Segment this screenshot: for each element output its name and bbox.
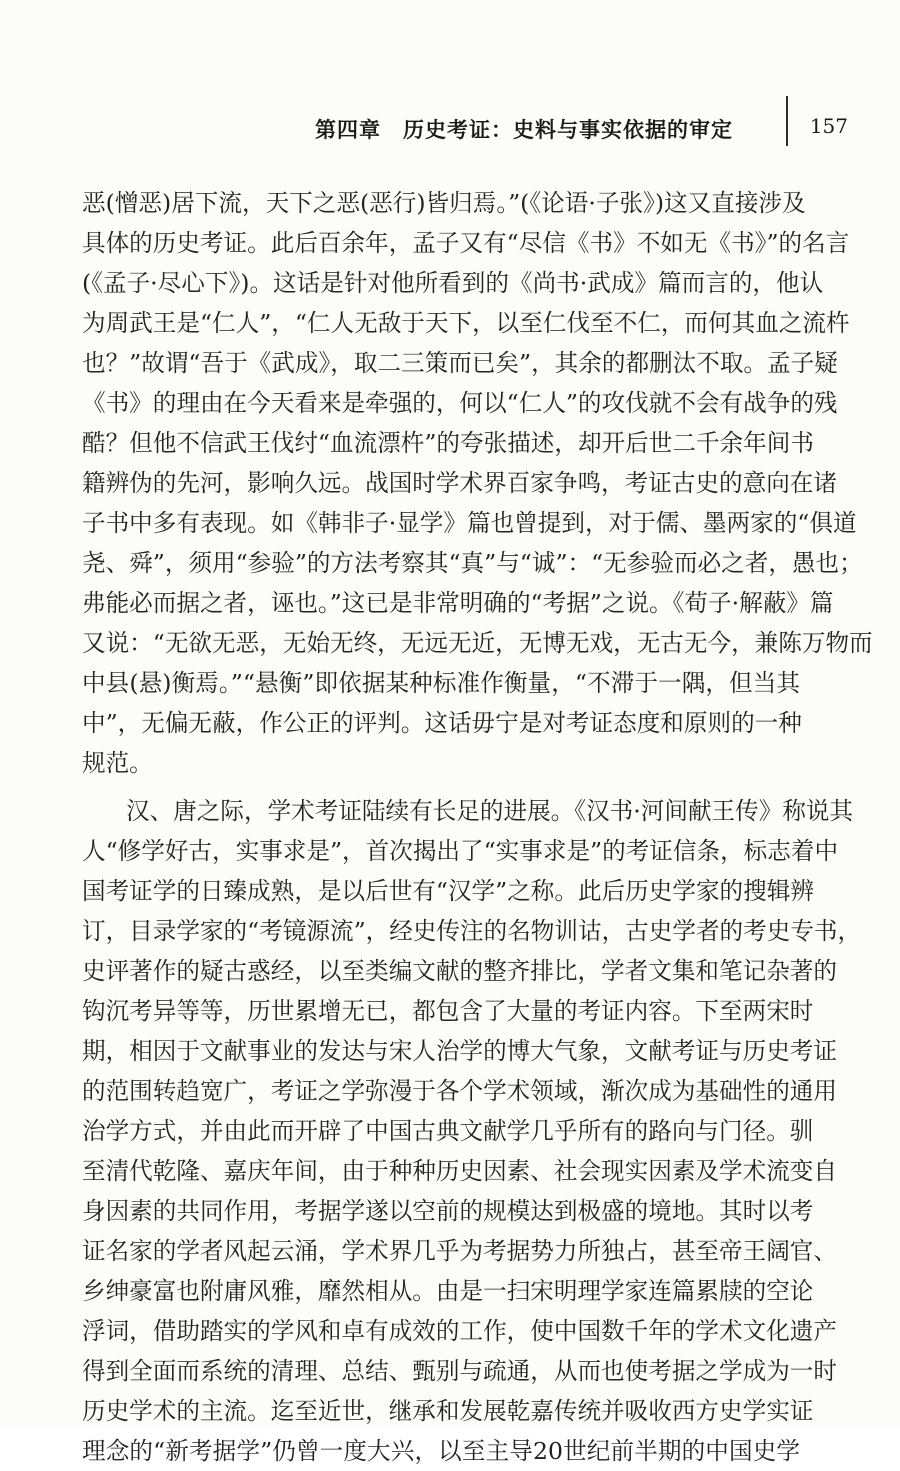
- text-line: 国考证学的日臻成熟，是以后世有“汉学”之称。此后历史学家的搜辑辨: [82, 877, 814, 905]
- paragraph-1: [82, 183, 873, 783]
- text-line: 得到全面而系统的清理、总结、甄别与疏通，从而也使考据之学成为一时: [82, 1357, 837, 1385]
- text-line: 浮词，借助踏实的学风和卓有成效的工作，使中国数千年的学术文化遗产: [82, 1317, 837, 1345]
- text-line: 恶(憎恶)居下流，天下之恶(恶行)皆归焉。”(《论语·子张》)这又直接涉及: [82, 189, 806, 217]
- text-line: 汉、唐之际，学术考证陆续有长足的进展。《汉书·河间献王传》称说其: [126, 797, 854, 825]
- chapter-title: 第四章 历史考证：史料与事实依据的审定: [315, 118, 733, 142]
- paragraph-gap: [82, 783, 800, 791]
- text-line: 《书》的理由在今天看来是牵强的，何以“仁人”的攻伐就不会有战争的残: [82, 389, 838, 417]
- text-line: 具体的历史考证。此后百余年，孟子又有“尽信《书》不如无《书》”的名言: [82, 229, 850, 257]
- text-line: 理念的“新考据学”仍曾一度大兴，以至主导20世纪前半期的中国史学: [82, 1437, 800, 1465]
- text-line: 中县(悬)衡焉。”“悬衡”即依据某种标准作衡量，“不滞于一隅，但当其: [82, 669, 800, 697]
- text-line: 也？”故谓“吾于《武成》，取二三策而已矣”，其余的都删汰不取。孟子疑: [82, 349, 838, 377]
- text-line: 订，目录学家的“考镜源流”，经史传注的名物训诂，古史学者的考史专书，: [82, 917, 862, 945]
- text-line: 酷？但他不信武王伐纣“血流漂杵”的夸张描述，却开后世二千余年间书: [82, 429, 814, 457]
- text-line: 证名家的学者风起云涌，学术界几乎为考据势力所独占，甚至帝王阔官、: [82, 1237, 837, 1265]
- text-line: 尧、舜”，须用“参验”的方法考察其“真”与“诚”：“无参验而必之者，愚也；: [82, 549, 863, 577]
- text-line: 籍辨伪的先河，影响久远。战国时学术界百家争鸣，考证古史的意向在诸: [82, 469, 837, 497]
- text-line: 人“修学好古，实事求是”，首次揭出了“实事求是”的考证信条，标志着中: [82, 837, 839, 865]
- text-line: 又说：“无欲无恶，无始无终，无远无近，无博无戏，无古无今，兼陈万物而: [82, 629, 873, 657]
- text-line: 钩沉考异等等，历世累增无已，都包含了大量的考证内容。下至两宋时: [82, 997, 814, 1025]
- text-line: 的范围转趋宽广，考证之学弥漫于各个学术领域，渐次成为基础性的通用: [82, 1077, 837, 1105]
- text-line: 至清代乾隆、嘉庆年间，由于种种历史因素、社会现实因素及学术流变自: [82, 1157, 837, 1185]
- page-number: 157: [809, 114, 848, 138]
- text-line: 历史学术的主流。迄至近世，继承和发展乾嘉传统并吸收西方史学实证: [82, 1397, 814, 1425]
- header-divider: [786, 96, 788, 146]
- text-line: (《孟子·尽心下》)。这话是针对他所看到的《尚书·武成》篇而言的，他认: [82, 269, 824, 297]
- text-line: 中”，无偏无蔽，作公正的评判。这话毋宁是对考证态度和原则的一种: [82, 709, 802, 737]
- body-text: [82, 183, 873, 1471]
- text-line: 规范。: [82, 749, 153, 777]
- text-line: 为周武王是“仁人”，“仁人无敌于天下，以至仁伐至不仁，而何其血之流杵: [82, 309, 850, 337]
- text-line: 身因素的共同作用，考据学遂以空前的规模达到极盛的境地。其时以考: [82, 1197, 814, 1225]
- text-line: 期，相因于文献事业的发达与宋人治学的博大气象，文献考证与历史考证: [82, 1037, 837, 1065]
- text-line: 弗能必而据之者，诬也。”这已是非常明确的“考据”之说。《荀子·解蔽》篇: [82, 589, 834, 617]
- text-line: 史评著作的疑古惑经，以至类编文献的整齐排比，学者文集和笔记杂著的: [82, 957, 837, 985]
- text-line: 子书中多有表现。如《韩非子·显学》篇也曾提到，对于儒、墨两家的“俱道: [82, 509, 857, 537]
- text-line: 治学方式，并由此而开辟了中国古典文献学几乎所有的路向与门径。驯: [82, 1117, 814, 1145]
- paragraph-2: [82, 791, 862, 1471]
- running-header: [300, 110, 848, 154]
- text-line: 乡绅豪富也附庸风雅，靡然相从。由是一扫宋明理学家连篇累牍的空论: [82, 1277, 814, 1305]
